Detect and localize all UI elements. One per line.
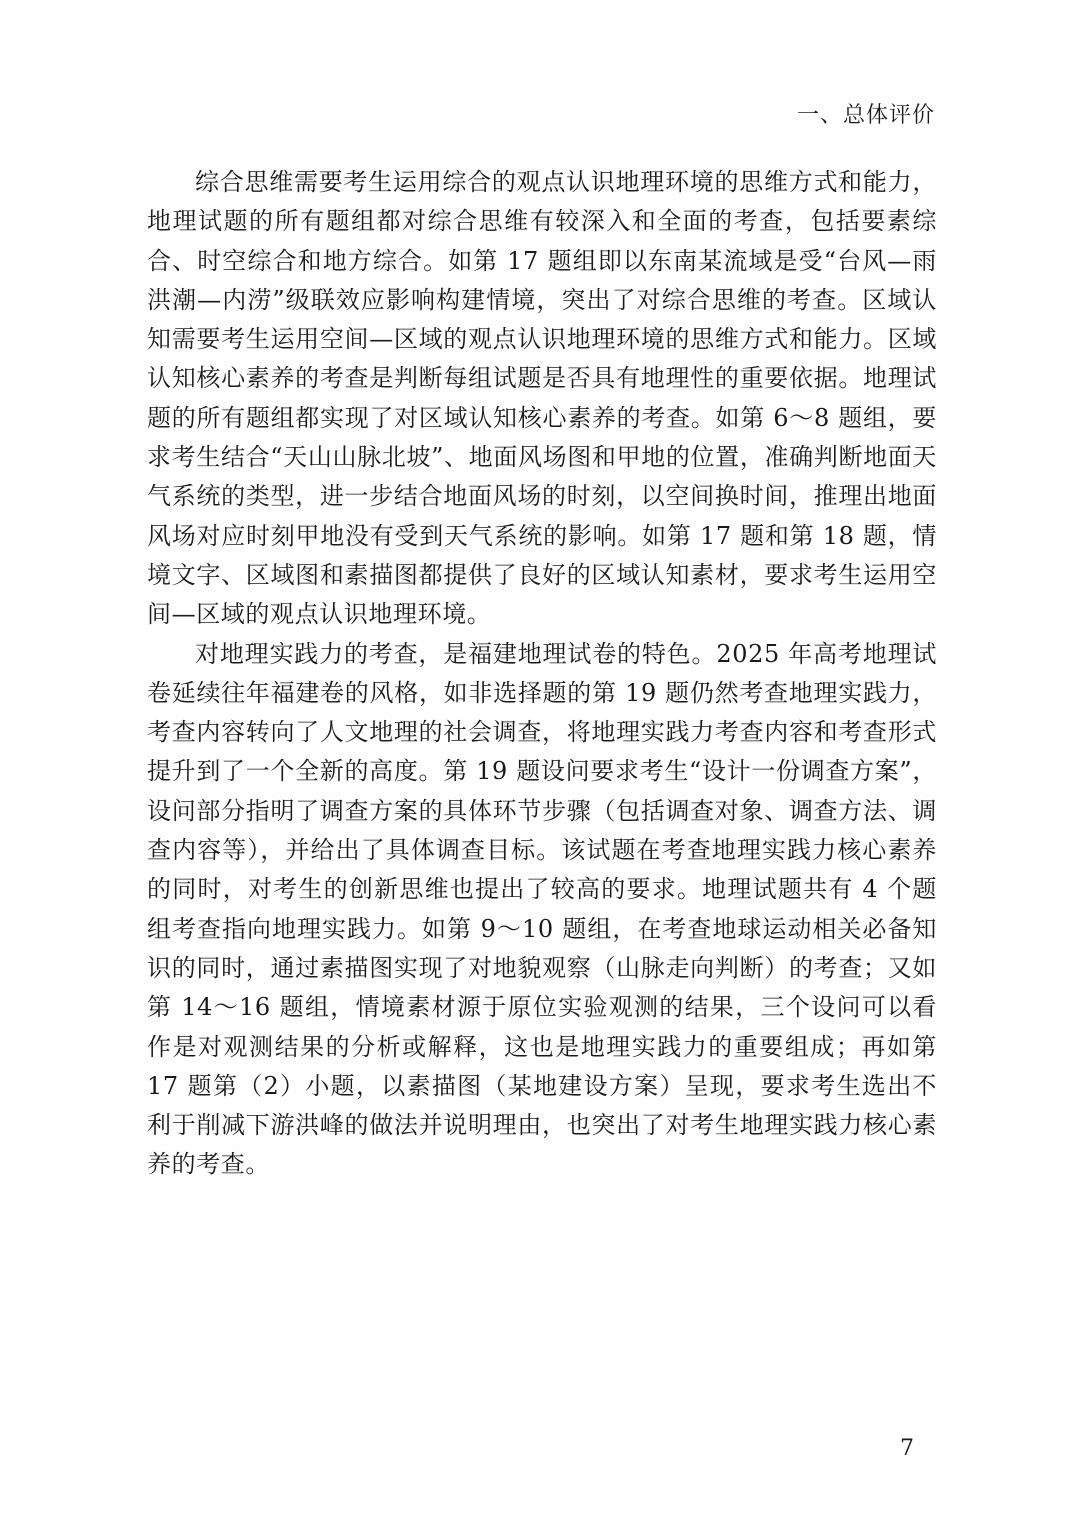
paragraph-geographic-practice: 对地理实践力的考查，是福建地理试卷的特色。2025 年高考地理试卷延续往年福建卷的风格，如非选择题的第 19 题仍然考查地理实践力，考查内容转向了人文地理的社会调查，将地理实践力考查内容和考查形式提升到了一个全新的高度。第 19 题设问要求考生“设计一份调查方案”，设问部分指明了调查方案的具体环节步骤（包括调查对象、调查方法、调查内容等），并给出了具体调查目标。该试题在考查地理实践力核心素养的同时，对考生的创新思维也提出了较高的要求。地理试题共有 4 个题组考查指向地理实践力。如第 9～10 题组，在考查地球运动相关必备知识的同时，通过素描图实现了对地貌观察（山脉走向判断）的考查；又如第 14～16 题组，情境素材源于原位实验观测的结果，三个设问可以看作是对观测结果的分析或解释，这也是地理实践力的重要组成；再如第 17 题第（2）小题，以素描图（某地建设方案）呈现，要求考生选出不利于削减下游洪峰的做法并说明理由，也突出了对考生地理实践力核心素养的考查。 [147,639,937,1179]
body-text [147,163,937,1185]
running-header-section-title: 一、总体评价 [796,103,935,128]
page-number: 7 [900,1436,914,1461]
paragraph-comprehensive-thinking: 综合思维需要考生运用综合的观点认识地理环境的思维方式和能力，地理试题的所有题组都对综合思维有较深入和全面的考查，包括要素综合、时空综合和地方综合。如第 17 题组即以东南某流域是受“台风—雨洪潮—内涝”级联效应影响构建情境，突出了对综合思维的考查。区域认知需要考生运用空间—区域的观点认识地理环境的思维方式和能力。区域认知核心素养的考查是判断每组试题是否具有地理性的重要依据。地理试题的所有题组都实现了对区域认知核心素养的考查。如第 6～8 题组，要求考生结合“天山山脉北坡”、地面风场图和甲地的位置，准确判断地面天气系统的类型，进一步结合地面风场的时刻，以空间换时间，推理出地面风场对应时刻甲地没有受到天气系统的影响。如第 17 题和第 18 题，情境文字、区域图和素描图都提供了良好的区域认知素材，要求考生运用空间—区域的观点认识地理环境。 [147,168,937,629]
